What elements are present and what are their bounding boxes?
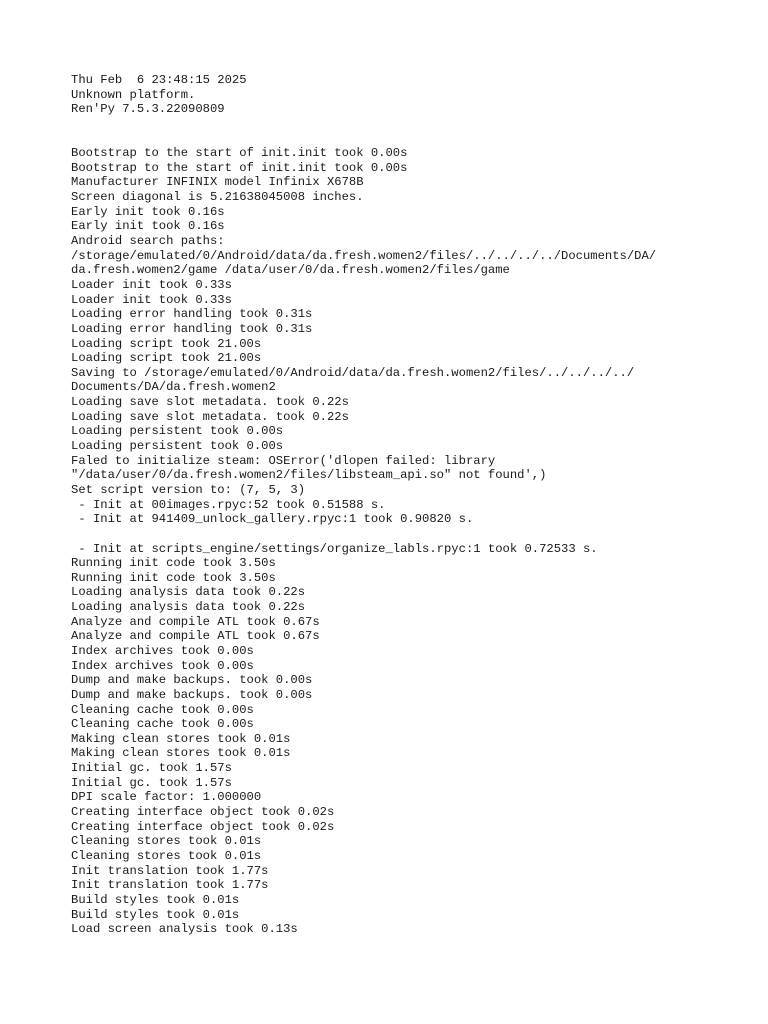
log-line: Build styles took 0.01s <box>71 907 240 922</box>
log-line: Documents/DA/da.fresh.women2 <box>71 380 276 395</box>
log-line: Dump and make backups. took 0.00s <box>71 687 313 702</box>
log-line: Cleaning stores took 0.01s <box>71 834 262 849</box>
log-line: Faled to initialize steam: OSError('dlopen failed: library <box>71 453 496 468</box>
log-line: Creating interface object took 0.02s <box>71 805 335 820</box>
log-line: Bootstrap to the start of init.init took 0.00s <box>71 160 408 175</box>
log-line <box>71 132 761 147</box>
log-line: Loading error handling took 0.31s <box>71 307 313 322</box>
log-line: Dump and make backups. took 0.00s <box>71 673 313 688</box>
log-line: Set script version to: (7, 5, 3) <box>71 482 306 497</box>
log-line: Screen diagonal is 5.21638045008 inches. <box>71 190 364 205</box>
log-line: Loading save slot metadata. took 0.22s <box>71 395 349 410</box>
log-line: Ren'Py 7.5.3.22090809 <box>71 102 225 117</box>
log-line: Loader init took 0.33s <box>71 292 232 307</box>
log-line: Build styles took 0.01s <box>71 892 240 907</box>
log-line: Making clean stores took 0.01s <box>71 746 291 761</box>
log-line: Loading script took 21.00s <box>71 336 262 351</box>
log-line: Thu Feb 6 23:48:15 2025 <box>71 73 247 87</box>
log-line: Loading persistent took 0.00s <box>71 424 284 439</box>
log-line: - Init at 00images.rpyc:52 took 0.51588 s. <box>71 497 386 512</box>
log-line: - Init at 941409_unlock_gallery.rpyc:1 took 0.90820 s. <box>71 512 474 527</box>
log-line <box>71 527 761 542</box>
log-line: Loading analysis data took 0.22s <box>71 600 306 615</box>
log-line: Loading analysis data took 0.22s <box>71 585 306 600</box>
log-line: /storage/emulated/0/Android/data/da.fresh.women2/files/../../../../Documents/DA/ <box>71 248 657 263</box>
log-line: Creating interface object took 0.02s <box>71 819 335 834</box>
log-line: Loading error handling took 0.31s <box>71 321 313 336</box>
log-line: Early init took 0.16s <box>71 204 225 219</box>
log-line: - Init at scripts_engine/settings/organize_labls.rpyc:1 took 0.72533 s. <box>71 541 598 556</box>
log-line: Init translation took 1.77s <box>71 878 269 893</box>
log-line: Making clean stores took 0.01s <box>71 731 291 746</box>
log-line: Unknown platform. <box>71 87 196 102</box>
log-line: Loading script took 21.00s <box>71 351 262 366</box>
log-line: Early init took 0.16s <box>71 219 225 234</box>
log-line: Saving to /storage/emulated/0/Android/data/da.fresh.women2/files/../../../../ <box>71 365 635 380</box>
log-line: Analyze and compile ATL took 0.67s <box>71 614 320 629</box>
log-line: Analyze and compile ATL took 0.67s <box>71 629 320 644</box>
log-line: Load screen analysis took 0.13s <box>71 922 298 937</box>
log-line: Index archives took 0.00s <box>71 643 254 658</box>
log-line <box>71 117 761 132</box>
log-line: Cleaning stores took 0.01s <box>71 848 262 863</box>
log-line: Loading persistent took 0.00s <box>71 439 284 454</box>
log-line: da.fresh.women2/game /data/user/0/da.fresh.women2/files/game <box>71 263 510 278</box>
log-line: "/data/user/0/da.fresh.women2/files/libsteam_api.so" not found',) <box>71 468 547 483</box>
log-line: Running init code took 3.50s <box>71 570 276 585</box>
log-line: Bootstrap to the start of init.init took 0.00s <box>71 146 408 161</box>
log-line: Loading save slot metadata. took 0.22s <box>71 409 349 424</box>
log-line: Cleaning cache took 0.00s <box>71 702 254 717</box>
log-line: Loader init took 0.33s <box>71 277 232 292</box>
log-line: Cleaning cache took 0.00s <box>71 717 254 732</box>
log-line: Index archives took 0.00s <box>71 658 254 673</box>
log-line: Manufacturer INFINIX model Infinix X678B <box>71 175 364 190</box>
log-line: Init translation took 1.77s <box>71 863 269 878</box>
log-line: Initial gc. took 1.57s <box>71 775 232 790</box>
log-line: Android search paths: <box>71 234 225 249</box>
log-line: Running init code took 3.50s <box>71 556 276 571</box>
log-line: DPI scale factor: 1.000000 <box>71 790 262 805</box>
log-text <box>71 73 761 937</box>
log-line: Initial gc. took 1.57s <box>71 761 232 776</box>
